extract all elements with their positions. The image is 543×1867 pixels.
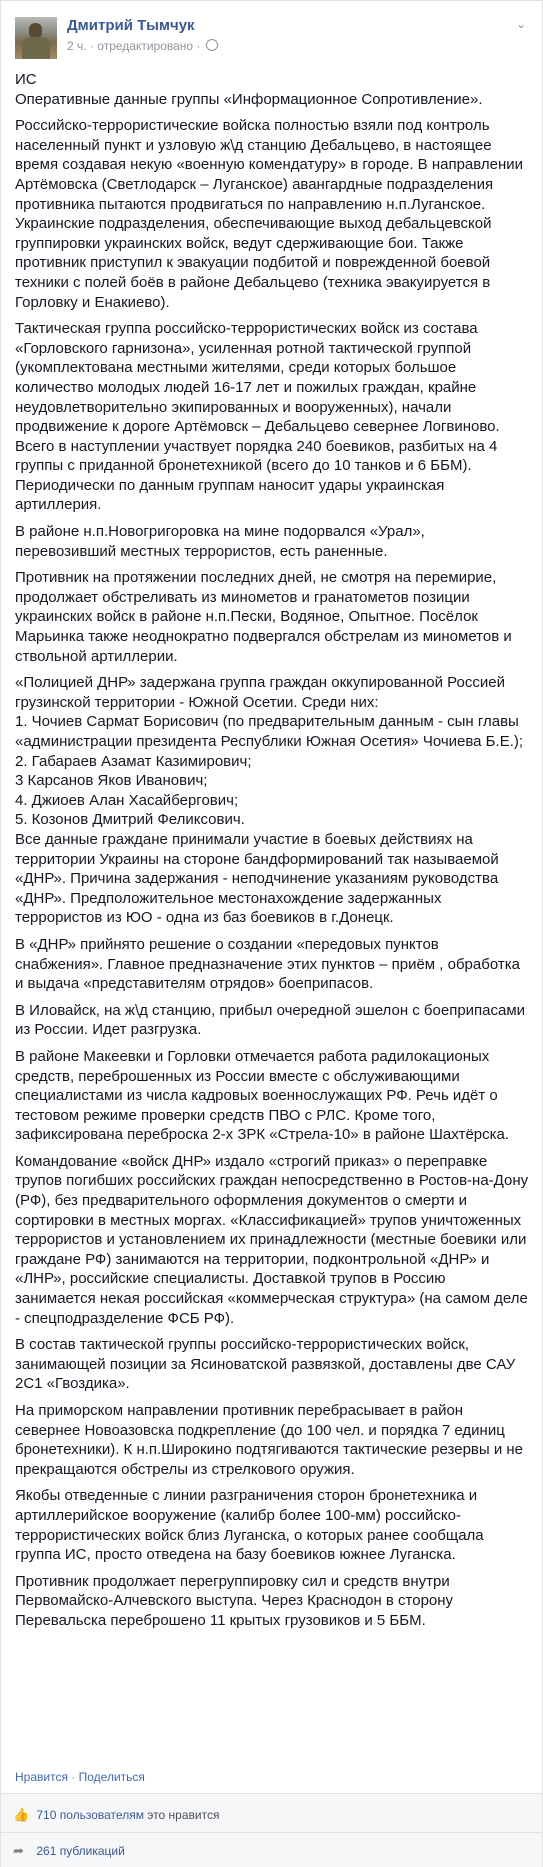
likes-count[interactable]: 710 пользователям xyxy=(36,1808,144,1822)
author-name[interactable]: Дмитрий Тымчук xyxy=(67,17,195,34)
avatar[interactable] xyxy=(15,17,57,59)
post-actions xyxy=(15,1770,145,1784)
post-time[interactable]: 2 ч. xyxy=(67,39,87,53)
post-paragraph: Все данные граждане принимали участие в боевых действиях на территории Украины на стороне бандформирований так называемой «ДНР». Причина задержания - неподчинение указаниям руководства «ДНР». Предположительное местонахождение задержанных террористов из ЮО - одна из баз боевиков в г.Донецк. xyxy=(15,830,499,927)
post-paragraph: В «ДНР» прийнято решение о создании «передовых пунктов снабжения». Главное предназначение этих пунктов – приём , обработка и выдача «представителям отрядов» боеприпасов. xyxy=(15,935,520,993)
action-separator: · xyxy=(71,1770,79,1784)
post-paragraph: Противник продолжает перегруппировку сил и средств внутри Первомайско-Алчевского выступа. Через Краснодон в сторону Перевальска переброшено 11 крытых грузовиков и 5 ББМ. xyxy=(15,1572,454,1629)
post-header xyxy=(15,13,530,59)
post-paragraph: ИС xyxy=(15,71,37,88)
shares-bar xyxy=(1,1832,542,1867)
avatar-body xyxy=(22,37,50,59)
post-paragraph: В состав тактической группы российско-террористических войск, занимающей позиции за Ясиноватской развязкой, доставлены две САУ 2С1 «Гвоздика». xyxy=(15,1336,516,1393)
chevron-down-icon[interactable]: ⌄ xyxy=(515,17,527,31)
post-text xyxy=(15,70,529,1638)
post-paragraph: В районе Макеевки и Горловки отмечается работа радилокационых средств, переброшенных из России вместе с обслуживающими специалистами из числа кадровых военнослужащих РФ. Речь идёт о тестовом режиме проверки средств ПВО с РЛС. Кроме того, зафиксирована переброска 2-х ЗРК «Стрела-10» в районе Шахтёрска. xyxy=(15,1047,510,1144)
post-paragraph: Тактическая группа российско-террористических войск из состава «Горловского гарнизона», усиленная ротной тактической группой (укомплектована местными жителями, среди которых большое количество молодых людей 16-17 лет и пожилых граждан, крайне неудовлетворительно экипированных и вооруженных), начали продвижение к дороге Артёмовск – Дебальцево севернее Логвиново. Всего в наступлении участвует порядка 240 боевиков, разбитых на 4 группы с приданной бронетехникой (всего до 10 танков и 6 ББМ). Периодически по данным группам наносит удары украинская артиллерия. xyxy=(15,320,500,514)
meta-separator: · xyxy=(89,39,98,53)
post-paragraph: В районе н.п.Новогригоровка на мине подорвался «Урал», перевозивший местных террористов, есть раненные. xyxy=(15,523,425,560)
shares-count[interactable]: 261 публикаций xyxy=(36,1844,125,1858)
post-paragraph: В Иловайск, на ж\д станцию, прибыл очередной эшелон с боеприпасами из России. Идет разгрузка. xyxy=(15,1001,526,1039)
post-paragraph: 2. Габараев Азамат Казимирович; xyxy=(15,752,252,770)
post-paragraph: Командование «войск ДНР» издало «строгий приказ» о переправке трупов погибших российских граждан непосредственно в Ростов-на-Дону (РФ), без предварительного оформления документов о смерти и сортировки в местных моргах. «Классификацией» трупов уничтоженных террористов и установлением их принадлежности (местные боевики или граждане РФ) занимаются на территории, подконтрольной «ДНР» и «ЛНР», российские специалисты. Доставкой трупов в Россию занимается некая российская «коммерческая структура» (на самом деле - спецподразделение ФСБ РФ). xyxy=(15,1152,529,1327)
post-paragraph: Российско-террористические войска полностью взяли под контроль населенный пункт и узловую ж\д станцию Дебальцево, в настоящее время создавая некую «военную комендатуру» в городе. В направлении Артёмовска (Светлодарск – Луганское) авангардные подразделения противника пытаются продвигаться по направлению н.п.Луганское. Украинские подразделения, обеспечивающие выход дебальцевской группировки украинских войск, ведут сдерживающие бои. Также противник приступил к эвакуации подбитой и поврежденной боевой техники с полей боёв в районе Дебальцево (техника эвакуируется в Горловку и Енакиево). xyxy=(15,117,524,311)
post-paragraph: 3 Карсанов Яков Иванович; xyxy=(15,772,208,790)
post-paragraph: Противник на протяжении последних дней, не смотря на перемирие, продолжает обстреливать из минометов и гранатометов позиции украинских войск в районе н.п.Пески, Водяное, Опытное. Посёлок Марьинка также неоднократно подвергался обстрелам из минометов и ствольной артиллерии. xyxy=(15,569,512,665)
like-link[interactable]: Нравится xyxy=(15,1770,68,1784)
post-paragraph: 5. Козонов Дмитрий Феликсович. xyxy=(15,811,245,829)
edited-label[interactable]: отредактировано xyxy=(97,39,194,53)
post-paragraph: 1. Чочиев Сармат Борисович (по предварительным данным - сын главы «администрации президента Республики Южная Осетия» Чочиева Б.Е.); xyxy=(15,713,524,750)
globe-icon[interactable] xyxy=(206,39,218,51)
share-icon: ➦ xyxy=(13,1843,24,1858)
post-paragraph: 4. Джиоев Алан Хасайбергович; xyxy=(15,791,239,809)
avatar-head xyxy=(29,23,42,38)
thumbs-up-icon: 👍 xyxy=(13,1807,30,1822)
post-paragraph: Якобы отведенные с линии разграничения сторон бронетехника и артиллерийское вооружение (калибр более 100-мм) российско-террористических войск близ Луганска, о которых ранее сообщала группа ИС, просто отведена на базу боевиков южнее Луганска. xyxy=(15,1487,484,1564)
post-paragraph: На приморском направлении противник перебрасывает в район севернее Новоазовска подкрепление (до 100 чел. и порядка 7 единиц бронетехники). К н.п.Широкино подтягиваются тактические резервы и не прекращаются обстрелы из стрелкового оружия. xyxy=(15,1402,524,1478)
post-meta xyxy=(67,39,218,53)
meta-separator-2: · xyxy=(196,39,204,53)
post-paragraph: «Полицией ДНР» задержана группа граждан оккупированной Россией грузинской территории - Южной Осетии. Среди них: xyxy=(15,674,505,711)
share-link[interactable]: Поделиться xyxy=(78,1770,145,1784)
post-paragraph: Оперативные данные группы «Информационное Сопротивление». xyxy=(15,90,483,108)
likes-suffix: это нравится xyxy=(147,1808,220,1822)
likes-bar xyxy=(1,1793,542,1832)
